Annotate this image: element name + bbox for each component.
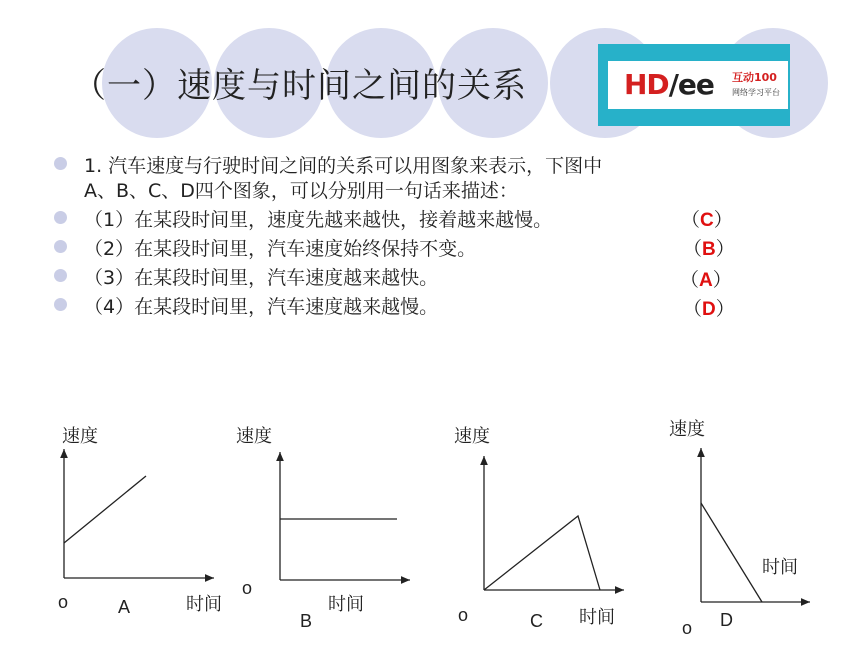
graph-b [280,452,410,580]
item-3-answer: （A） [680,269,732,291]
item-2-text: （2）在某段时间里，汽车速度始终保持不变。 [84,238,477,260]
graph-b-xlabel: 时间 [328,594,364,615]
graph-c-xlabel: 时间 [579,607,615,628]
item-4-answer: （D） [683,298,735,320]
graph-b-ylabel: 速度 [236,426,272,447]
graph-c [484,456,624,590]
graph-d-curve [701,503,762,602]
item-4-text: （4）在某段时间里，汽车速度越来越慢。 [84,296,439,318]
item-1-answer: （C） [681,209,733,231]
graph-c-curve [484,516,600,590]
graph-a-ylabel: 速度 [62,426,98,447]
graph-a [64,449,214,578]
graph-c-origin: o [458,605,469,625]
graph-c-ylabel: 速度 [454,426,490,447]
graph-d-xlabel: 时间 [762,557,798,578]
intro-line-2: A、B、C、D四个图象，可以分别用一句话来描述： [84,180,518,202]
graph-d-id: D [720,610,733,630]
graph-a-xlabel: 时间 [186,594,222,615]
item-1-text: （1）在某段时间里，速度先越来越快，接着越来越慢。 [84,209,553,231]
logo-wordmark: HD/ee [624,68,714,101]
graph-b-id: B [300,611,313,631]
logo-chinese-name: 互动100 [732,71,777,84]
graph-c-id: C [530,611,543,631]
graph-d-ylabel: 速度 [669,419,705,440]
logo-subtitle: 网络学习平台 [732,88,780,97]
graph-d-origin: o [682,618,693,638]
graph-b-origin: o [242,578,253,598]
item-3-text: （3）在某段时间里，汽车速度越来越快。 [84,267,439,289]
graph-a-id: A [118,597,131,617]
graph-a-origin: o [58,592,69,612]
slide-title: （一）速度与时间之间的关系 [72,66,527,106]
graph-a-curve [64,476,146,543]
intro-line-1: 1. 汽车速度与行驶时间之间的关系可以用图象来表示，下图中 [84,155,603,177]
item-2-answer: （B） [683,238,735,260]
